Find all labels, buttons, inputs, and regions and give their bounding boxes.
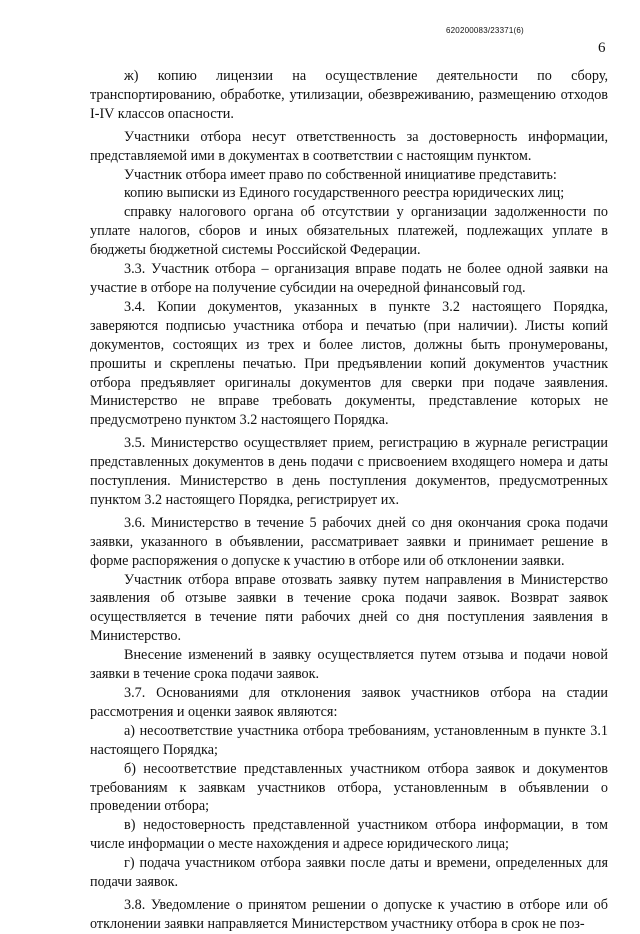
paragraph-3-7-b: б) несоответствие представленных участником отбора заявок и документов требованиям к заявкам участников отбора, установленным в объявлении о проведении отбора;: [90, 760, 608, 815]
document-code: 620200083/23371(6): [446, 26, 524, 35]
paragraph-withdrawal: Участник отбора вправе отозвать заявку путем направления в Министерство заявления об отзыве заявки в течение срока подачи заявок. Возврат заявок осуществляется в течение пяти рабочих дней со дня поступления заявления в Министерство.: [90, 571, 608, 645]
paragraph-3-7-g: г) подача участником отбора заявки после даты и времени, определенных для подачи заявок.: [90, 855, 608, 891]
paragraph-3-7-a: а) несоответствие участника отбора требованиям, установленным в пункте 3.1 настоящего Порядка;: [90, 722, 608, 758]
paragraph-right-to-submit: Участник отбора имеет право по собственной инициативе представить:: [124, 166, 557, 183]
paragraph-3-5: 3.5. Министерство осуществляет прием, регистрацию в журнале регистрации представленных документов в день подачи с присвоением входящего номера и даты поступления. Министерство в день поступления документов, предусмотренных пунктом 3.2 настоящего Порядка, регистрирует их.: [90, 435, 608, 508]
paragraph-amendments: Внесение изменений в заявку осуществляется путем отзыва и подачи новой заявки в течение срока подачи заявок.: [90, 647, 608, 683]
paragraph-tax-certificate: справку налогового органа об отсутствии у организации задолженности по уплате налогов, сборов и иных обязательных платежей, подлежащих уплате в бюджеты бюджетной системы Российской Федерации.: [90, 204, 608, 259]
paragraph-3-6: 3.6. Министерство в течение 5 рабочих дней со дня окончания срока подачи заявки, указанного в объявлении, рассматривает заявки и принимает решение в форме распоряжения о допуске к участию в отборе или об отклонении заявки.: [90, 514, 608, 569]
paragraph-responsibility: Участники отбора несут ответственность за достоверность информации, представляемой ими в документах в соответствии с настоящим пунктом.: [90, 128, 608, 164]
paragraph-license-copy: ж) копию лицензии на осуществление деятельности по сбору, транспортированию, обработке, утилизации, обезвреживанию, размещению отходов I-IV классов опасности.: [90, 68, 608, 122]
paragraph-3-7: 3.7. Основаниями для отклонения заявок участников отбора на стадии рассмотрения и оценки заявок являются:: [90, 685, 608, 720]
paragraph-egrul-extract: копию выписки из Единого государственного реестра юридических лиц;: [124, 185, 565, 202]
paragraph-3-7-v: в) недостоверность представленной участником отбора информации, в том числе информации о месте нахождения и адресе юридического лица;: [90, 817, 608, 853]
page-number: 6: [598, 40, 606, 56]
paragraph-3-8: 3.8. Уведомление о принятом решении о допуске к участию в отборе или об отклонении заявки направляется Министерством участнику отбора в срок не поз-: [90, 896, 608, 932]
paragraph-3-3: 3.3. Участник отбора – организация вправе подать не более одной заявки на участие в отборе на получение субсидии на очередной финансовый год.: [90, 261, 608, 296]
document-body: [90, 67, 608, 934]
paragraph-3-4: 3.4. Копии документов, указанных в пункте 3.2 настоящего Порядка, заверяются подписью участника отбора и печатью (при наличии). Листы копий документов, состоящих из трех и более листов, должны быть пронумерованы, прошиты и скреплены печатью. При предъявлении копий документов участник отбора предъявляет оригиналы документов для сверки при подаче заявления. Министерство не вправе требовать документы, представление которых не предусмотрено пунктом 3.2 настоящего Порядка.: [90, 298, 608, 429]
